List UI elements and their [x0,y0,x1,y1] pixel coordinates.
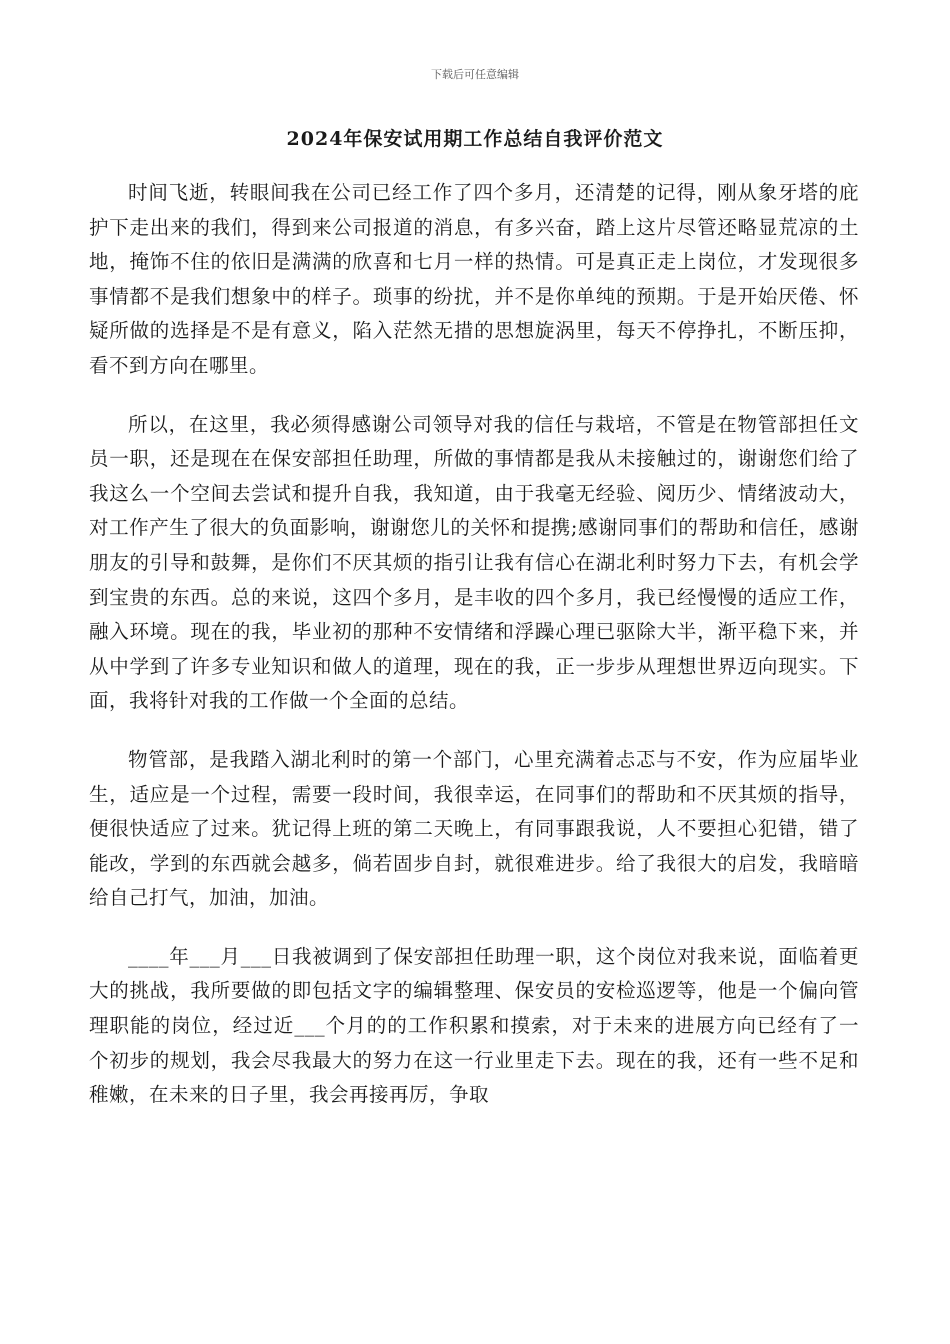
header-note: 下载后可任意编辑 [431,68,519,81]
document-title: 2024年保安试用期工作总结自我评价范文 [286,128,664,150]
document-body [89,176,859,1137]
paragraph: 时间飞逝，转眼间我在公司已经工作了四个多月，还清楚的记得，刚从象牙塔的庇护下走出来的我们，得到来公司报道的消息，有多兴奋，踏上这片尽管还略显荒凉的土地，掩饰不住的依旧是满满的欣喜和七月一样的热情。可是真正走上岗位，才发现很多事情都不是我们想象中的样子。琐事的纷扰，并不是你单纯的预期。于是开始厌倦、怀疑所做的选择是不是有意义，陷入茫然无措的思想旋涡里，每天不停挣扎，不断压抑，看不到方向在哪里。 [89,181,859,377]
paragraph: ____年___月___日我被调到了保安部担任助理一职，这个岗位对我来说，面临着更大的挑战，我所要做的即包括文字的编辑整理、保安员的安检巡逻等，他是一个偏向管理职能的岗位，经过近___个月的的工作积累和摸索，对于未来的进展方向已经有了一个初步的规划，我会尽我最大的努力在这一行业里走下去。现在的我，还有一些不足和稚嫩，在未来的日子里，我会再接再厉，争取 [89,944,859,1107]
paragraph: 物管部，是我踏入湖北利时的第一个部门，心里充满着忐忑与不安，作为应届毕业生，适应是一个过程，需要一段时间，我很幸运，在同事们的帮助和不厌其烦的指导，便很快适应了过来。犹记得上班的第二天晚上，有同事跟我说，人不要担心犯错，错了能改，学到的东西就会越多，倘若固步自封，就很难进步。给了我很大的启发，我暗暗给自己打气，加油，加油。 [89,747,859,910]
paragraph: 所以，在这里，我必须得感谢公司领导对我的信任与栽培，不管是在物管部担任文员一职，还是现在在保安部担任助理，所做的事情都是我从未接触过的，谢谢您们给了我这么一个空间去尝试和提升自我，我知道，由于我毫无经验、阅历少、情绪波动大，对工作产生了很大的负面影响，谢谢您儿的关怀和提携;感谢同事们的帮助和信任，感谢朋友的引导和鼓舞，是你们不厌其烦的指引让我有信心在湖北利时努力下去，有机会学到宝贵的东西。总的来说，这四个多月，是丰收的四个多月，我已经慢慢的适应工作，融入环境。现在的我，毕业初的那种不安情绪和浮躁心理已驱除大半，渐平稳下来，并从中学到了许多专业知识和做人的道理，现在的我，正一步步从理想世界迈向现实。下面，我将针对我的工作做一个全面的总结。 [89,412,859,713]
